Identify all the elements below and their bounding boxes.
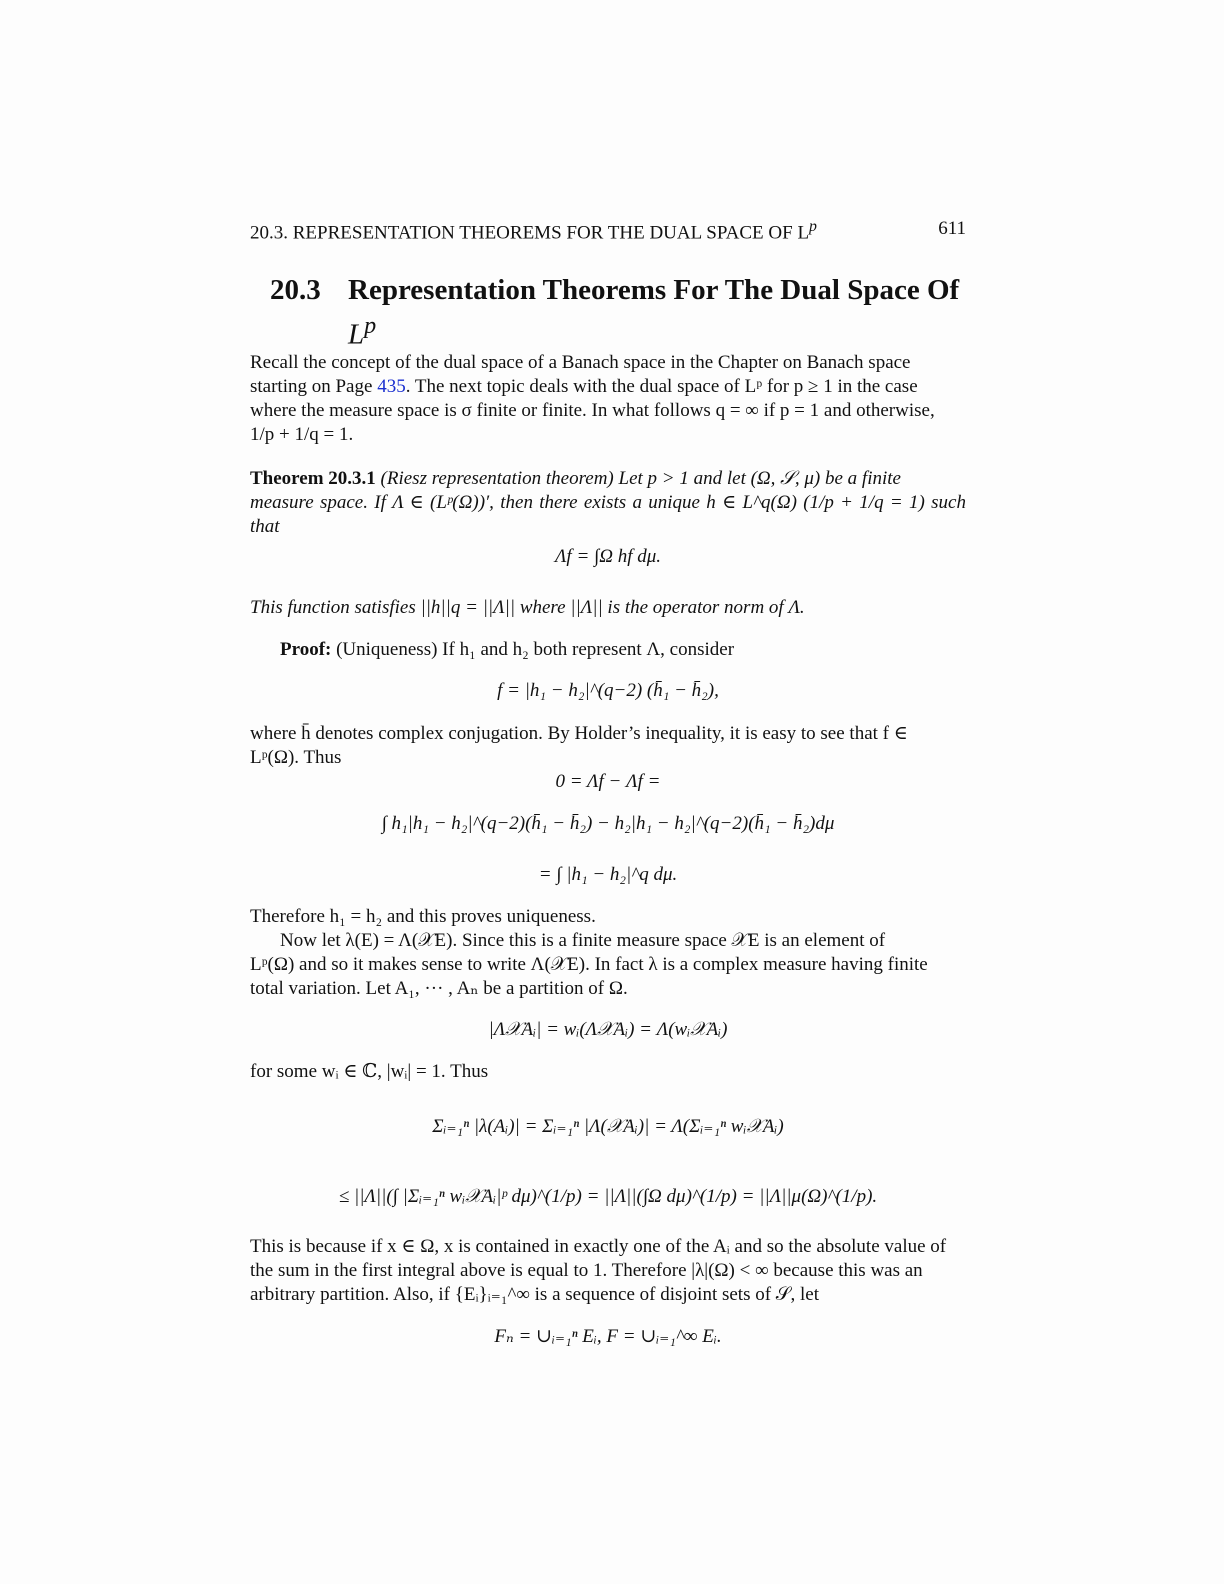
page-link[interactable]: 435 — [377, 376, 406, 397]
section-title: Representation Theorems For The Dual Space Of — [348, 274, 960, 306]
proof-para-4: This is because if x ∈ Ω, x is contained in exactly one of the Aᵢ and so the absolute value of the sum in the first integral above is equal to 1. Therefore |λ|(Ω) < ∞ because this was an arbitrary partition. Also, if {Eᵢ}ᵢ₌₁^∞ is a sequence of disjoint sets of 𝒮, let — [250, 1236, 947, 1305]
page-number: 611 — [938, 218, 966, 239]
theorem-norm-line: This function satisfies ||h||q = ||Λ|| where ||Λ|| is the operator norm of Λ. — [250, 597, 805, 618]
section-title-continued: $L^p$ — [348, 312, 377, 351]
equation-3a: 0 = Λf − Λf = — [555, 771, 661, 792]
equation-2: f = |h₁ − h₂|^(q−2) (h̄₁ − h̄₂), — [497, 680, 719, 701]
proof-para-3: for some wᵢ ∈ ℂ, |wᵢ| = 1. Thus — [250, 1061, 489, 1082]
section-heading — [270, 272, 966, 353]
proof-label: Proof: — [280, 639, 332, 660]
equation-3b: ∫ h₁|h₁ − h₂|^(q−2)(h̄₁ − h̄₂) − h₂|h₁ − h₂|^(q−2)(h̄₁ − h̄₂)dμ — [381, 813, 835, 834]
proof-para-2: Therefore h₁ = h₂ and this proves uniqueness. Now let λ(E) = Λ(𝒳E). Since this is a finite measure space 𝒳E is an element of Lᵖ(Ω) and so it makes sense to write Λ(𝒳E). In fact λ is a complex measure having finite total variation. Let A₁, ··· , Aₙ be a partition of Ω. — [250, 906, 928, 999]
intro-paragraph: Recall the concept of the dual space of a Banach space in the Chapter on Banach space starting on Page 435. The next topic deals with the dual space of Lᵖ for p ≥ 1 in the case where the measure space is σ finite or finite. In what follows q = ∞ if p = 1 and otherwise, 1/p + 1/q = 1. — [250, 352, 935, 445]
equation-1: Λf = ∫Ω hf dμ. — [554, 546, 662, 567]
theorem-label: Theorem 20.3.1 — [250, 468, 376, 489]
equation-6: Fₙ = ∪ᵢ₌₁ⁿ Eᵢ, F = ∪ᵢ₌₁^∞ Eᵢ. — [494, 1326, 722, 1347]
equation-4: |Λ𝒳Aᵢ| = wᵢ(Λ𝒳Aᵢ) = Λ(wᵢ𝒳Aᵢ) — [488, 1019, 728, 1040]
section-number: 20.3 — [270, 274, 321, 306]
running-header — [250, 218, 966, 244]
running-title: 20.3. REPRESENTATION THEOREMS FOR THE DUAL SPACE OF $L^p$ — [250, 218, 817, 244]
equation-5b: ≤ ||Λ||(∫ |Σᵢ₌₁ⁿ wᵢ𝒳Aᵢ|ᵖ dμ)^(1/p) = ||Λ||(∫Ω dμ)^(1/p) = ||Λ||μ(Ω)^(1/p). — [338, 1186, 878, 1207]
theorem-statement: Theorem 20.3.1 (Riesz representation theorem) Let p > 1 and let (Ω, 𝒮, μ) be a finite measure space. If Λ ∈ (Lᵖ(Ω))′, then there exists a unique h ∈ L^q(Ω) (1/p + 1/q = 1) such that — [250, 468, 966, 537]
proof-para-1: where h̄ denotes complex conjugation. By Holder’s inequality, it is easy to see that f ∈ Lᵖ(Ω). Thus — [250, 723, 908, 768]
equation-3c: = ∫ |h₁ − h₂|^q dμ. — [538, 864, 678, 885]
equation-5a: Σᵢ₌₁ⁿ |λ(Aᵢ)| = Σᵢ₌₁ⁿ |Λ(𝒳Aᵢ)| = Λ(Σᵢ₌₁ⁿ wᵢ𝒳Aᵢ) — [432, 1116, 784, 1137]
proof-start: Proof: (Uniqueness) If h₁ and h₂ both represent Λ, consider — [280, 639, 735, 660]
